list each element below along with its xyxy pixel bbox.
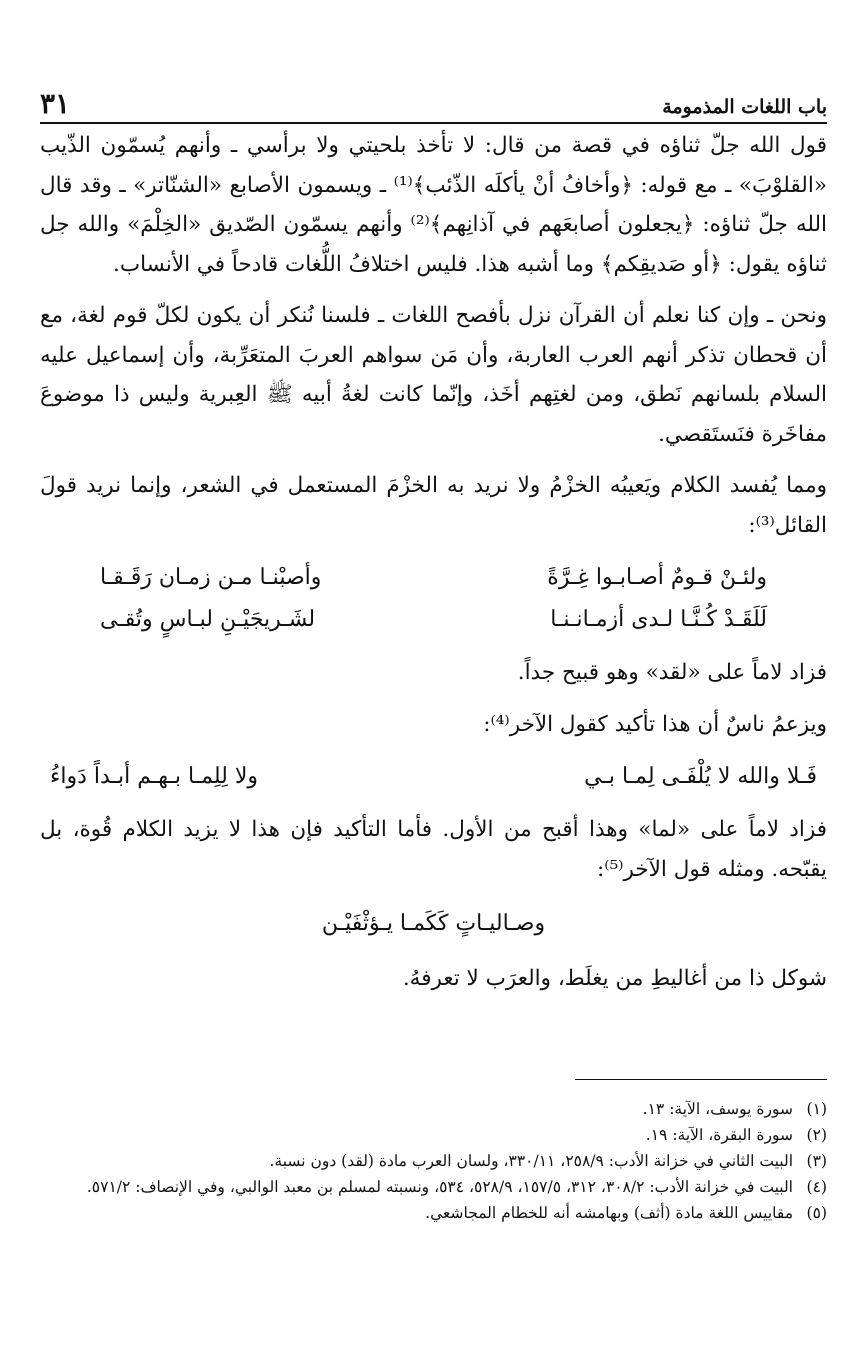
paragraph-2: ونحن ـ وإن كنا نعلم أن القرآن نزل بأفصح اللغات ـ فلسنا نُنكر أن يكون لكلّ قوم لغة، مع أن قحطان تذكر أنهم العرب العاربة، وأن مَن سواهم العربَ المتعَرِّبة، وأن إسماعيل عليه السلام بلسانهم نَطق، ومن لغتِهم أخَذ، وإنّما كانت لغةُ أبيه ﷺ العِبرية وليس ذا موضوعَ مفاخَرة فنَستَقصي.: [40, 303, 827, 447]
footnote: [40, 1148, 827, 1174]
verse-hemistich: فَـلا والله لا يُلْفَـى لِمـا بـي: [584, 764, 817, 789]
verse-1-line-2: [100, 599, 767, 641]
footnote-text: مقاييس اللغة مادة (أثف) وبهامشه أنه للخطام المجاشعي.: [425, 1204, 793, 1222]
verse-hemistich: لشَـريجَيْـنِ لبـاسٍ وتُقـى: [100, 607, 316, 632]
verse-hemistich: ولئـنْ قـومٌ أصـابـوا غِـرَّةً: [547, 565, 767, 590]
paragraph-1: قول الله جلّ ثناؤه في قصة من قال: لا تأخذ بلحيتي ولا برأسي ـ وأنهم يُسمّون الذّيب «القلوْبَ» ـ مع قوله: ﴿وأخافُ أنْ يأكلَه الذّئب﴾⁽¹⁾ ـ ويسمون الأصابع «الشنّاتر» ـ وقد قال الله جلّ ثناؤه: ﴿يجعلون أصابعَهم في آذانِهم﴾⁽²⁾ وأنهم يسمّون الصّديق «الخِلْمَ» والله جل ثناؤه يقول: ﴿أو صَديقِكم﴾ وما أشبه هذا. فليس اختلافُ اللُّغات قادحاً في الأنساب.: [40, 133, 827, 277]
footnote-divider: [575, 1079, 827, 1080]
page-number: ٣١: [40, 87, 71, 120]
footnote-number: (٣): [806, 1152, 827, 1170]
paragraph-7: شوكل ذا من أغاليطِ من يغلَط، والعرَب لا تعرفهُ.: [402, 966, 827, 991]
verse-hemistich: وأصبْنـا مـن زمـان رَقَـقـا: [100, 565, 322, 590]
chapter-title: باب اللغات المذمومة: [662, 96, 827, 118]
verse-hemistich: لَلَقَـدْ كُـنَّـا لـدى أزمـانـنـا: [550, 607, 767, 632]
paragraph-5: ويزعمُ ناسٌ أن هذا تأكيد كقول الآخر⁽⁴⁾:: [483, 711, 827, 737]
footnote-number: (٢): [806, 1126, 827, 1144]
footnote: [40, 1174, 827, 1200]
footnote-number: (١): [806, 1100, 827, 1118]
footnote-text: البيت في خزانة الأدب: ٣٠٨/٢، ٣١٢، ١٥٧/٥، ٥٢٨/٩، ٥٣٤، ونسبته لمسلم بن معبد الوالبي، وفي الإنصاف: ٥٧١/٢.: [86, 1178, 793, 1196]
footnote: [40, 1200, 827, 1226]
footnote-text: سورة يوسف، الآية: ١٣.: [642, 1100, 793, 1118]
verse-2: [50, 756, 817, 798]
footnote-text: سورة البقرة، الآية: ١٩.: [645, 1126, 793, 1144]
paragraph-3: ومما يُفسد الكلام ويَعيبُه الخزْمُ ولا نريد به الخزْمَ المستعمل في الشعر، وإنما نريد قولَ القائل⁽³⁾:: [40, 473, 827, 538]
verse-hemistich: ولا لِلِمـا بـهـم أبـداً دَواءُ: [50, 764, 259, 789]
footnote: [40, 1122, 827, 1148]
main-text: [40, 126, 827, 999]
paragraph-4: فزاد لاماً على «لقد» وهو قبيح جداً.: [517, 660, 827, 685]
running-header: [40, 78, 827, 124]
footnote-text: البيت الثاني في خزانة الأدب: ٢٥٨/٩، ٣٣٠/١١، ولسان العرب مادة (لقد) دون نسبة.: [269, 1152, 793, 1170]
footnote-number: (٥): [806, 1204, 827, 1222]
footnotes: [40, 1096, 827, 1226]
footnote: [40, 1096, 827, 1122]
verse-3: وصـاليـاتٍ كَكَمـا يـؤثْفَيْـن: [321, 911, 546, 936]
footnote-number: (٤): [806, 1178, 827, 1196]
paragraph-6: فزاد لاماً على «لما» وهذا أقبح من الأول. فأما التأكيد فإن هذا لا يزيد الكلام قُوة، بل يقبّحه. ومثله قول الآخر⁽⁵⁾:: [40, 817, 827, 882]
verse-1-line-1: [100, 557, 767, 599]
